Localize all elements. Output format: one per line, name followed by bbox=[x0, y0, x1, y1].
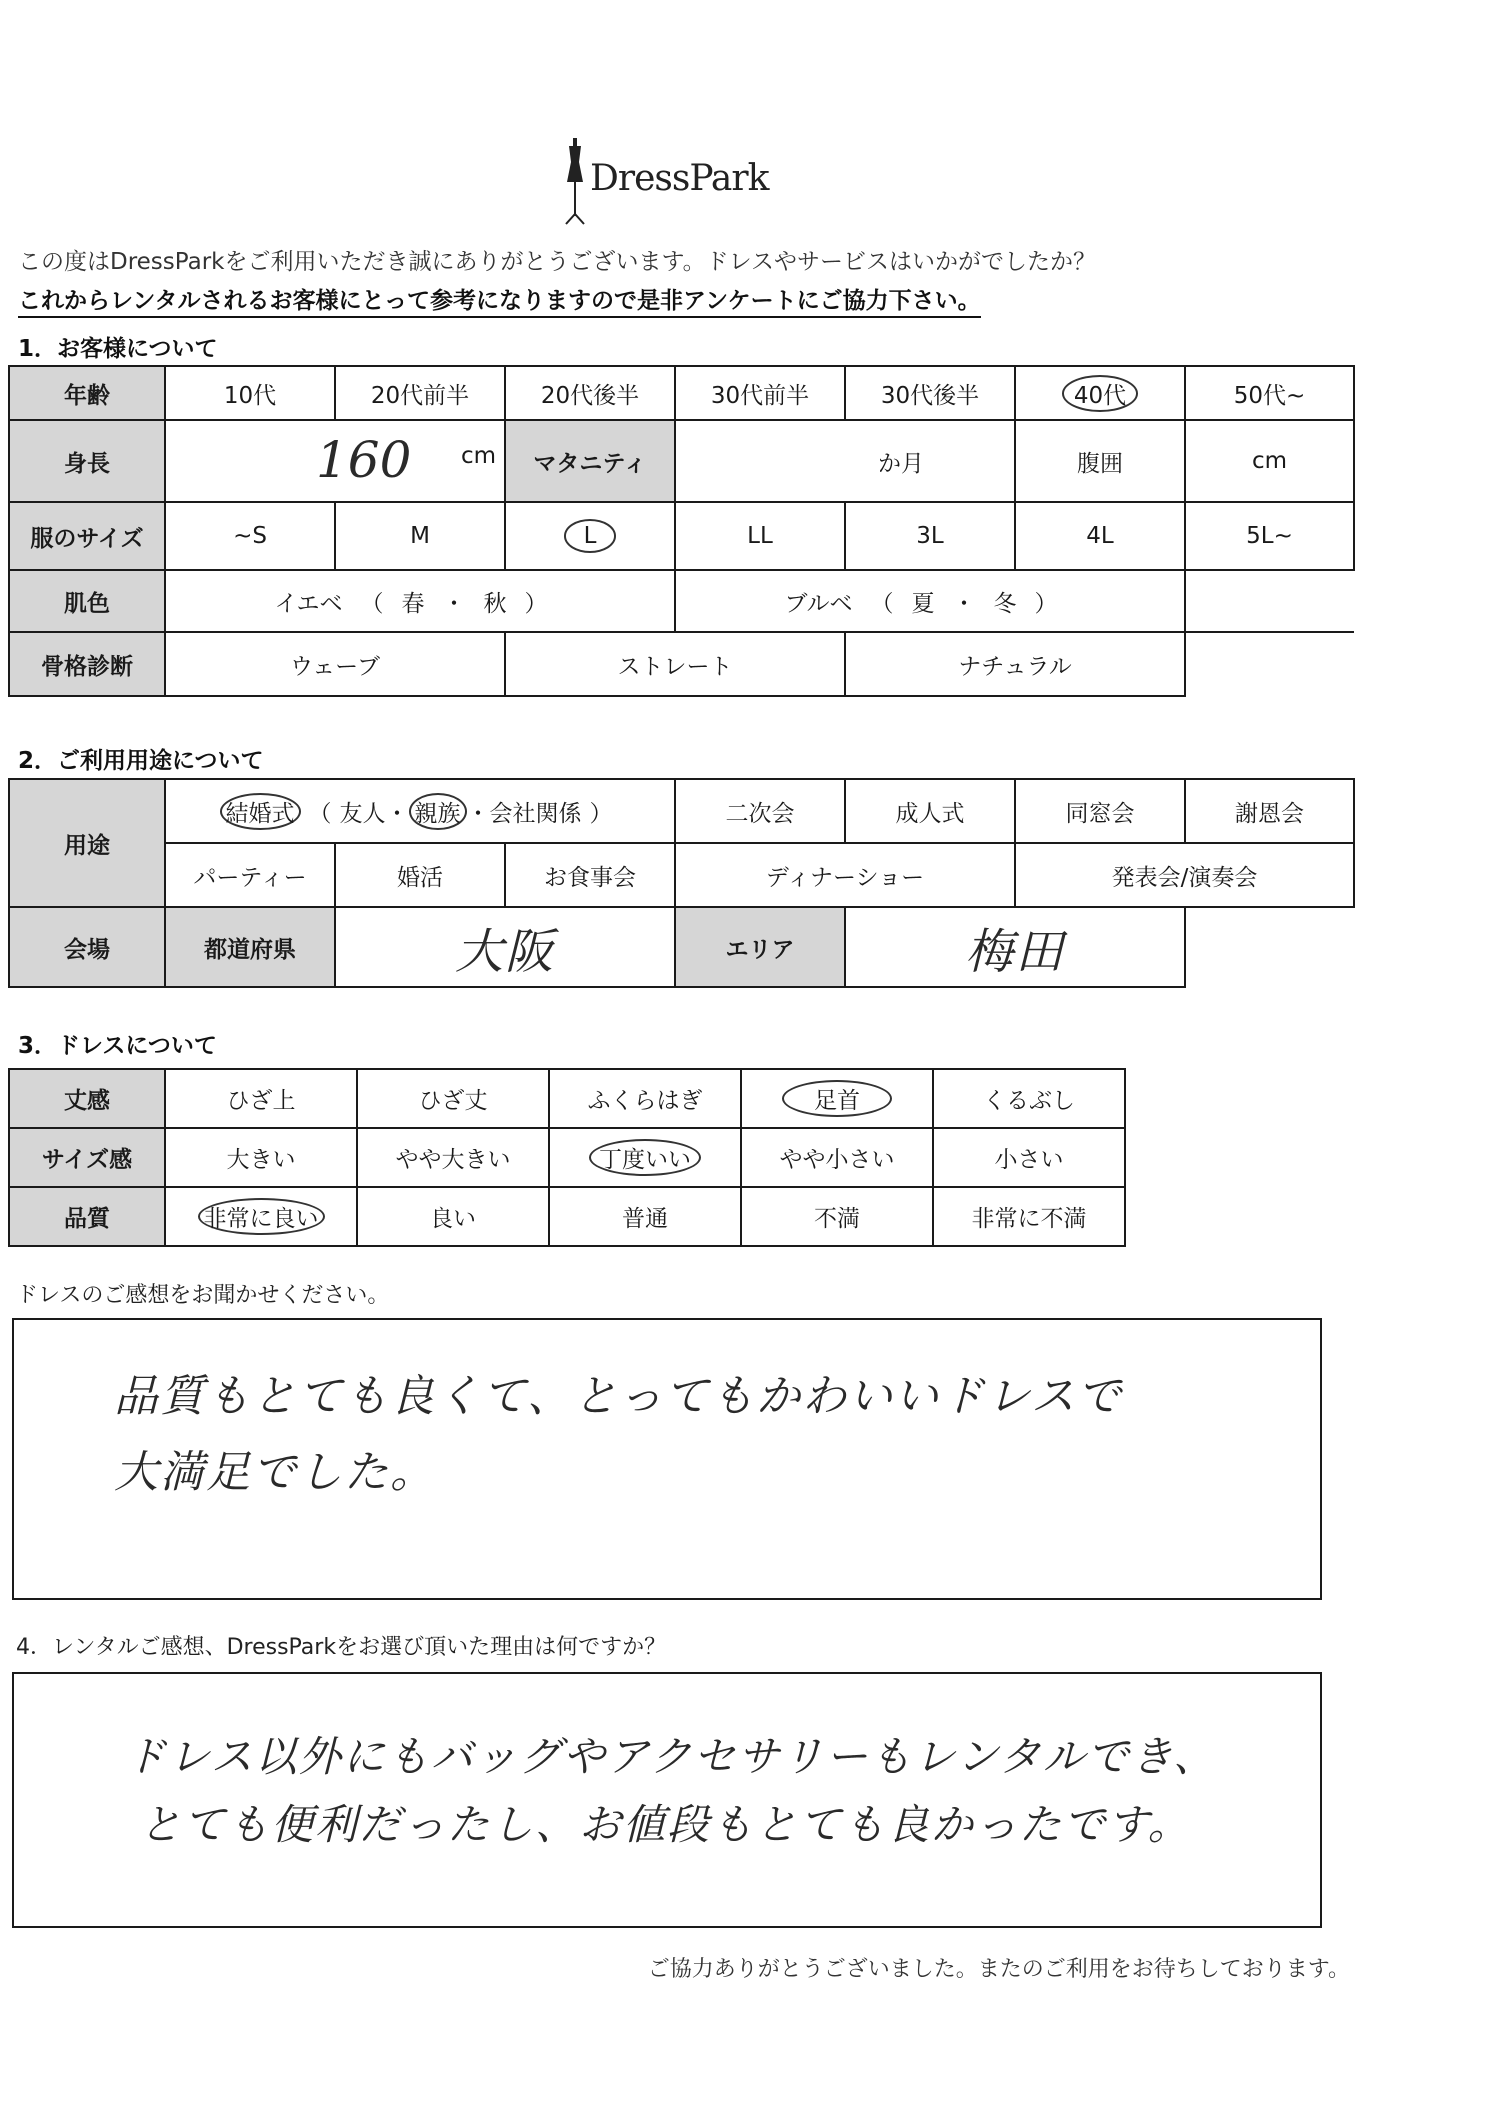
age-label: 年齢 bbox=[9, 366, 165, 420]
age-row bbox=[9, 366, 1354, 420]
closing-message: ご協力ありがとうございました。またのご利用をお待ちしております。 bbox=[647, 1957, 1350, 1982]
purpose-row-2 bbox=[9, 843, 1354, 907]
wedding-close-paren: ） bbox=[589, 800, 613, 827]
age-option[interactable]: 20代後半 bbox=[505, 366, 675, 420]
quality-row bbox=[9, 1187, 1125, 1246]
length-row bbox=[9, 1069, 1125, 1128]
venue-row bbox=[9, 907, 1354, 987]
quality-option-selected[interactable] bbox=[165, 1187, 357, 1246]
quality-option[interactable]: 普通 bbox=[549, 1187, 741, 1246]
fit-option[interactable]: やや小さい bbox=[741, 1128, 933, 1187]
purpose-option[interactable]: 二次会 bbox=[675, 779, 845, 843]
length-option[interactable]: ひざ丈 bbox=[357, 1069, 549, 1128]
size-option[interactable]: 3L bbox=[845, 502, 1015, 570]
skin-summer[interactable]: 夏 bbox=[911, 590, 935, 617]
intro-line-2: これからレンタルされるお客様にとって参考になりますので是非アンケートにご協力下さい。 bbox=[18, 282, 981, 318]
frame-option[interactable]: ストレート bbox=[505, 632, 845, 696]
quality-option[interactable]: 不満 bbox=[741, 1187, 933, 1246]
age-option[interactable]: 50代~ bbox=[1185, 366, 1354, 420]
height-value: 160 bbox=[316, 431, 412, 489]
purpose-option[interactable]: 謝恩会 bbox=[1185, 779, 1354, 843]
height-row bbox=[9, 420, 1354, 502]
skin-row bbox=[9, 570, 1354, 632]
skin-yellow-option[interactable] bbox=[165, 570, 675, 632]
reason-line-2: とても便利だったし、お値段もとても良かったです。 bbox=[139, 1800, 1192, 1849]
height-field[interactable] bbox=[165, 420, 505, 502]
dress-mannequin-icon bbox=[560, 138, 590, 228]
size-option[interactable]: M bbox=[335, 502, 505, 570]
impressions-line-2: 大満足でした。 bbox=[114, 1447, 436, 1498]
height-unit: cm bbox=[460, 443, 496, 469]
size-option[interactable]: 4L bbox=[1015, 502, 1185, 570]
skin-label: 肌色 bbox=[9, 570, 165, 632]
age-option[interactable]: 30代後半 bbox=[845, 366, 1015, 420]
usage-table bbox=[8, 778, 1355, 988]
frame-label: 骨格診断 bbox=[9, 632, 165, 696]
skin-blue-label: ブルベ bbox=[784, 590, 853, 617]
length-option-selected[interactable] bbox=[741, 1069, 933, 1128]
skin-close-paren: ） bbox=[524, 590, 548, 617]
skin-winter[interactable]: 冬 bbox=[993, 590, 1017, 617]
venue-row-empty bbox=[1185, 907, 1354, 987]
purpose-option[interactable]: パーティー bbox=[165, 843, 335, 907]
area-field[interactable] bbox=[845, 907, 1185, 987]
maternity-label: マタニティ bbox=[505, 420, 675, 502]
age-option[interactable]: 10代 bbox=[165, 366, 335, 420]
reason-line-1: ドレス以外にもバッグやアクセサリーもレンタルでき、 bbox=[124, 1732, 1218, 1781]
size-option[interactable]: 5L~ bbox=[1185, 502, 1354, 570]
height-label: 身長 bbox=[9, 420, 165, 502]
skin-dot: ・ bbox=[952, 590, 976, 617]
quality-option[interactable]: 良い bbox=[357, 1187, 549, 1246]
size-row bbox=[9, 502, 1354, 570]
impressions-textarea[interactable] bbox=[12, 1318, 1322, 1600]
intro-line-1: この度はDressParkをご利用いただき誠にありがとうございます。ドレスやサービスはいかがでしたか？ bbox=[18, 249, 1096, 275]
section-1-title: 1．お客様について bbox=[18, 336, 218, 362]
wedding-option[interactable] bbox=[165, 779, 675, 843]
age-option-selected[interactable] bbox=[1015, 366, 1185, 420]
venue-label: 会場 bbox=[9, 907, 165, 987]
wedding-dot: ・ bbox=[466, 800, 490, 827]
quality-selected-mark: 非常に良い bbox=[198, 1198, 325, 1235]
length-option[interactable]: ふくらはぎ bbox=[549, 1069, 741, 1128]
frame-row-empty bbox=[1185, 632, 1354, 696]
skin-row-empty bbox=[1185, 570, 1354, 632]
size-selected-mark: L bbox=[564, 519, 617, 553]
purpose-option[interactable]: 成人式 bbox=[845, 779, 1015, 843]
prefecture-field[interactable] bbox=[335, 907, 675, 987]
quality-option[interactable]: 非常に不満 bbox=[933, 1187, 1125, 1246]
size-option-selected[interactable] bbox=[505, 502, 675, 570]
frame-row bbox=[9, 632, 1354, 696]
length-option[interactable]: くるぶし bbox=[933, 1069, 1125, 1128]
section-4-question: 4．レンタルご感想、DressParkをお選び頂いた理由は何ですか？ bbox=[16, 1635, 667, 1660]
purpose-row-1 bbox=[9, 779, 1354, 843]
brand-name: DressPark bbox=[590, 158, 769, 199]
impressions-question: ドレスのご感想をお聞かせください。 bbox=[16, 1283, 390, 1308]
purpose-option[interactable]: 同窓会 bbox=[1015, 779, 1185, 843]
reason-textarea[interactable] bbox=[12, 1672, 1322, 1928]
wedding-dot: ・ bbox=[385, 800, 409, 827]
fit-option[interactable]: やや大きい bbox=[357, 1128, 549, 1187]
skin-close-paren: ） bbox=[1034, 590, 1058, 617]
purpose-option[interactable]: お食事会 bbox=[505, 843, 675, 907]
waist-label: 腹囲 bbox=[1015, 420, 1185, 502]
length-option[interactable]: ひざ上 bbox=[165, 1069, 357, 1128]
dress-table bbox=[8, 1068, 1126, 1247]
frame-option[interactable]: ナチュラル bbox=[845, 632, 1185, 696]
waist-field[interactable] bbox=[1185, 420, 1354, 502]
skin-blue-option[interactable] bbox=[675, 570, 1185, 632]
section-2-title: 2．ご利用用途について bbox=[18, 748, 264, 774]
wedding-main[interactable]: 結婚式 bbox=[220, 793, 301, 830]
fit-selected-mark: 丁度いい bbox=[589, 1139, 701, 1176]
age-option[interactable]: 20代前半 bbox=[335, 366, 505, 420]
purpose-option[interactable]: 婚活 bbox=[335, 843, 505, 907]
purpose-label: 用途 bbox=[9, 779, 165, 907]
skin-spring[interactable]: 春 bbox=[401, 590, 425, 617]
prefecture-label: 都道府県 bbox=[165, 907, 335, 987]
maternity-unit: か月 bbox=[878, 450, 924, 477]
area-value: 梅田 bbox=[965, 923, 1066, 980]
fit-row bbox=[9, 1128, 1125, 1187]
size-label: 服のサイズ bbox=[9, 502, 165, 570]
fit-option[interactable]: 大きい bbox=[165, 1128, 357, 1187]
impressions-line-1: 品質もとても良くて、とってもかわいいドレスで bbox=[114, 1371, 1123, 1422]
wedding-friend[interactable]: 友人 bbox=[339, 800, 386, 827]
maternity-field[interactable] bbox=[675, 420, 1015, 502]
length-label: 丈感 bbox=[9, 1069, 165, 1128]
age-option[interactable]: 30代前半 bbox=[675, 366, 845, 420]
wedding-open-paren: （ bbox=[308, 800, 332, 827]
size-option[interactable]: LL bbox=[675, 502, 845, 570]
quality-label: 品質 bbox=[9, 1187, 165, 1246]
fit-option-selected[interactable] bbox=[549, 1128, 741, 1187]
wedding-family[interactable]: 親族 bbox=[409, 793, 467, 830]
fit-option[interactable]: 小さい bbox=[933, 1128, 1125, 1187]
section-3-title: 3．ドレスについて bbox=[18, 1033, 217, 1059]
skin-open-paren: （ bbox=[870, 590, 894, 617]
skin-dot: ・ bbox=[442, 590, 466, 617]
purpose-option[interactable]: 発表会/演奏会 bbox=[1015, 843, 1354, 907]
skin-yellow-label: イエベ bbox=[274, 590, 343, 617]
length-selected-mark: 足首 bbox=[782, 1080, 892, 1117]
wedding-company[interactable]: 会社関係 bbox=[489, 800, 582, 827]
skin-autumn[interactable]: 秋 bbox=[483, 590, 507, 617]
brand-logo bbox=[560, 130, 800, 230]
prefecture-value: 大阪 bbox=[455, 923, 556, 980]
size-option[interactable]: ~S bbox=[165, 502, 335, 570]
skin-open-paren: （ bbox=[360, 590, 384, 617]
frame-option[interactable]: ウェーブ bbox=[165, 632, 505, 696]
customer-info-table bbox=[8, 365, 1355, 697]
area-label: エリア bbox=[675, 907, 845, 987]
waist-unit: cm bbox=[1251, 448, 1288, 474]
fit-label: サイズ感 bbox=[9, 1128, 165, 1187]
age-selected-mark: 40代 bbox=[1062, 375, 1138, 412]
purpose-option[interactable]: ディナーショー bbox=[675, 843, 1015, 907]
